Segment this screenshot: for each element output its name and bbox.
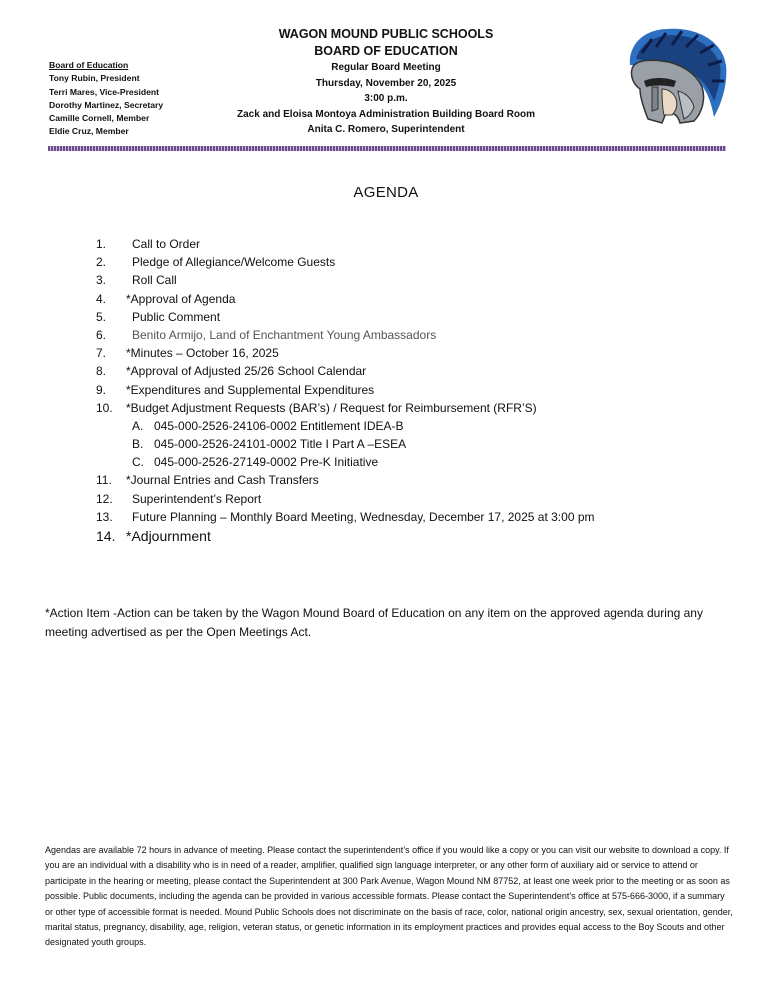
header-divider <box>48 146 726 151</box>
board-member: Eldie Cruz, Member <box>49 126 129 137</box>
board-name: BOARD OF EDUCATION <box>314 44 458 58</box>
board-list-title: Board of Education <box>49 60 129 70</box>
action-item-note: *Action Item -Action can be taken by the Wagon Mound Board of Education on any item on the approved agenda during any meeting advertised as per the Open Meetings Act. <box>45 606 703 639</box>
board-member: Camille Cornell, Member <box>49 113 150 124</box>
board-member-list <box>49 59 163 139</box>
meeting-time: 3:00 p.m. <box>364 93 408 104</box>
meeting-location: Zack and Eloisa Montoya Administration Building Board Room <box>237 108 535 120</box>
accessibility-footer: Agendas are available 72 hours in advance of meeting. Please contact the superintendent’s office if you would like a copy or you can visit our website to download a copy. If you are an individual with a disability who is in need of a reader, amplifier, qualified sign language interpreter, or any other form of auxiliary aid or service to attend or participate in the hearing or meeting, please contact the Superintendent at 300 Park Avenue, Wagon Mound NM 87752, at least one week prior to the meeting or as soon as possible. Public documents, including the agenda can be provided in various accessible formats. Please contact the Superintendent’s office at 575-666-3000, if a summary or other type of accessible format is needed. Mound Public Schools does not discriminate on the basis of race, color, national origin ancestry, sex, sexual orientation, gender, marital status, pregnancy, disability, age, religion, veteran status, or genetic information in its employment practices and provides equal access to the Boy Scouts and other designated youth groups. <box>45 845 733 948</box>
school-name: WAGON MOUND PUBLIC SCHOOLS <box>278 27 494 41</box>
board-member: Dorothy Martinez, Secretary <box>49 99 164 110</box>
board-member: Tony Rubin, President <box>49 73 140 84</box>
board-member: Terri Mares, Vice-President <box>49 86 160 97</box>
spartan-helmet-icon <box>622 25 730 131</box>
meeting-header <box>200 26 572 138</box>
superintendent-name: Anita C. Romero, Superintendent <box>307 124 465 135</box>
meeting-date: Thursday, November 20, 2025 <box>315 77 457 89</box>
agenda-title: AGENDA <box>353 184 419 201</box>
meeting-type: Regular Board Meeting <box>331 62 441 73</box>
